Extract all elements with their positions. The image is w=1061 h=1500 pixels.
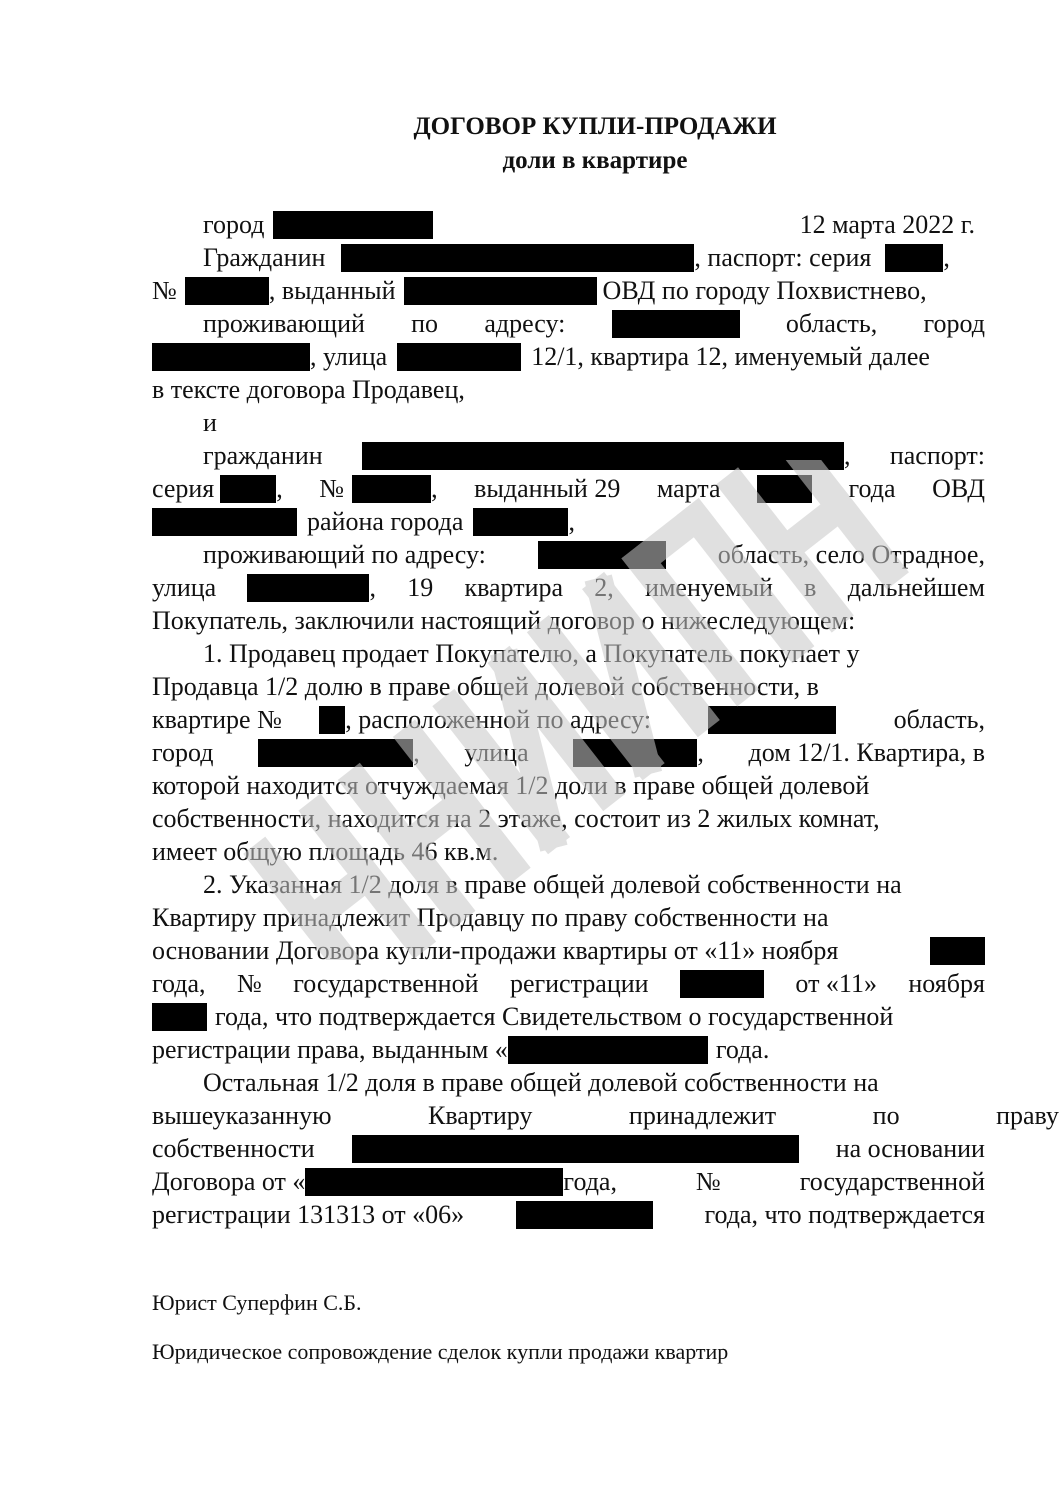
- text: государственной: [799, 1167, 985, 1196]
- text: , расположенной по адресу:: [345, 705, 652, 734]
- clause-2-line-2: Квартиру принадлежит Продавцу по праву собственности на: [152, 903, 829, 932]
- clause-2-line-3: [152, 935, 985, 967]
- line-buyer-street: [152, 572, 985, 604]
- redaction: [397, 343, 521, 371]
- text: ,: [697, 738, 704, 767]
- text: проживающий: [203, 309, 365, 338]
- text: года,: [563, 1167, 617, 1196]
- contract-date: 12 марта 2022 г.: [799, 210, 975, 239]
- redaction: [319, 706, 345, 734]
- redaction: [273, 211, 433, 239]
- text: квартире №: [152, 705, 282, 734]
- clause-1-line-3: [152, 704, 985, 736]
- redaction: [152, 508, 297, 536]
- clause-1-line-6: собственности, находится на 2 этаже, состоит из 2 жилых комнат,: [152, 804, 880, 833]
- text: дом 12/1. Квартира, в: [748, 738, 985, 767]
- text: город: [923, 309, 985, 338]
- line-buyer-name: [203, 440, 985, 472]
- redaction: [473, 508, 568, 536]
- redaction: [185, 277, 269, 305]
- text: квартира: [464, 573, 564, 602]
- text: ,: [276, 474, 283, 503]
- remaining-share-line-3: [152, 1133, 985, 1165]
- redaction: [708, 706, 836, 734]
- redaction: [258, 739, 413, 767]
- line-seller-name: [203, 242, 985, 274]
- line-buyer-address: [203, 539, 985, 571]
- text: , улица: [310, 342, 388, 371]
- line-and: и: [203, 408, 217, 437]
- redaction: [885, 244, 943, 272]
- clause-2-line-5: [152, 1001, 985, 1033]
- text: проживающий по адресу:: [203, 540, 486, 569]
- text: года, что подтверждается Свидетельством о государственной: [215, 1002, 894, 1031]
- line-city: [203, 209, 985, 241]
- text: 2,: [594, 573, 614, 602]
- text: ,: [943, 243, 950, 272]
- text: серия: [152, 474, 215, 503]
- text: Договора от «: [152, 1167, 306, 1196]
- redaction: [612, 310, 740, 338]
- text: 12/1, квартира 12, именуемый далее: [531, 342, 930, 371]
- clause-2-line-4: [152, 968, 985, 1000]
- remaining-share-line-5: [152, 1199, 985, 1231]
- text: ОВД по городу Похвистнево,: [602, 276, 927, 305]
- text: государственной: [293, 969, 479, 998]
- redaction: [516, 1201, 653, 1229]
- clause-2-line-6: [152, 1034, 985, 1066]
- text: регистрации: [509, 969, 649, 998]
- text: №: [236, 969, 262, 998]
- text: ,: [568, 507, 575, 536]
- text: адресу:: [484, 309, 566, 338]
- document-title: ДОГОВОР КУПЛИ-ПРОДАЖИ: [413, 113, 777, 140]
- text: регистрации 131313 от «06»: [152, 1200, 465, 1229]
- text: паспорт:: [889, 441, 985, 470]
- text: улица: [464, 738, 529, 767]
- remaining-share-line-4: [152, 1166, 985, 1198]
- text: собственности: [152, 1134, 315, 1163]
- redaction: [352, 1135, 799, 1163]
- text: в: [804, 573, 817, 602]
- redaction: [152, 343, 310, 371]
- text: область, село Отрадное,: [717, 540, 985, 569]
- redaction: [247, 574, 369, 602]
- text: ,: [413, 738, 420, 767]
- text: ,: [369, 573, 376, 602]
- line-buyer-passport: [152, 473, 985, 505]
- text: основании Договора купли-продажи квартиры от «11» ноября: [152, 936, 839, 965]
- clause-1-line-7: имеет общую площадь 46 кв.м.: [152, 837, 499, 866]
- text: на основании: [835, 1134, 985, 1163]
- text: от «11»: [795, 969, 877, 998]
- text: года, что подтверждается: [704, 1200, 985, 1229]
- text: ОВД: [932, 474, 985, 503]
- text: , выданный: [268, 276, 396, 305]
- text: гражданин: [203, 441, 323, 470]
- line-seller-passport: [152, 275, 985, 307]
- text: , паспорт: серия: [694, 243, 872, 272]
- text: ,: [844, 441, 851, 470]
- text: района города: [307, 507, 464, 536]
- line-buyer-district: [152, 506, 985, 538]
- redaction: [930, 937, 985, 965]
- text: №: [152, 276, 177, 305]
- city-label: город: [203, 210, 265, 239]
- redaction: [757, 475, 812, 503]
- redaction: [573, 739, 697, 767]
- redaction: [152, 1003, 207, 1031]
- text: область,: [785, 309, 878, 338]
- redaction: [362, 442, 844, 470]
- remaining-share-line-1: Остальная 1/2 доля в праве общей долевой собственности на: [203, 1068, 879, 1097]
- clause-2-line-1: 2. Указанная 1/2 доля в праве общей долевой собственности на: [203, 870, 902, 899]
- text: года: [848, 474, 896, 503]
- redaction: [341, 244, 694, 272]
- clause-1-line-4: [152, 737, 985, 769]
- text: улица: [152, 573, 217, 602]
- clause-1-line-2: Продавца 1/2 долю в праве общей долевой собственности, в: [152, 672, 819, 701]
- text: года.: [715, 1035, 770, 1064]
- redaction: [220, 475, 276, 503]
- text: Гражданин: [203, 243, 326, 272]
- text: ,: [431, 474, 438, 503]
- text: №: [319, 474, 345, 503]
- redaction: [538, 541, 666, 569]
- text: дальнейшем: [847, 573, 985, 602]
- text: именуемый: [645, 573, 773, 602]
- text: город: [152, 738, 214, 767]
- text: 19: [407, 573, 434, 602]
- text: выданный 29: [474, 474, 621, 503]
- text: марта: [656, 474, 721, 503]
- text: №: [695, 1167, 721, 1196]
- line-seller-role: в тексте договора Продавец,: [152, 375, 465, 404]
- text: ноября: [908, 969, 985, 998]
- redaction: [508, 1036, 708, 1064]
- redaction: [305, 1168, 563, 1196]
- line-seller-street: [152, 341, 985, 373]
- document-subtitle: доли в квартире: [502, 147, 688, 174]
- redaction: [352, 475, 431, 503]
- text: регистрации права, выданным «: [152, 1035, 508, 1064]
- line-parties-agreed: Покупатель, заключили настоящий договор о нижеследующем:: [152, 606, 856, 635]
- line-seller-address: [203, 308, 985, 340]
- redaction: [680, 970, 764, 998]
- clause-1-line-1: 1. Продавец продает Покупателю, а Покупатель покупает у: [203, 639, 860, 668]
- redaction: [404, 277, 597, 305]
- lawyer-signature: Юрист Суперфин С.Б.: [152, 1290, 362, 1315]
- text: по: [411, 309, 439, 338]
- service-description: Юридическое сопровождение сделок купли продажи квартир: [152, 1339, 729, 1364]
- text: года,: [152, 969, 206, 998]
- clause-1-line-5: которой находится отчуждаемая 1/2 доли в праве общей долевой: [152, 771, 870, 800]
- text: область,: [893, 705, 985, 734]
- remaining-share-line-2: вышеуказанную Квартиру принадлежит по праву: [152, 1101, 1059, 1130]
